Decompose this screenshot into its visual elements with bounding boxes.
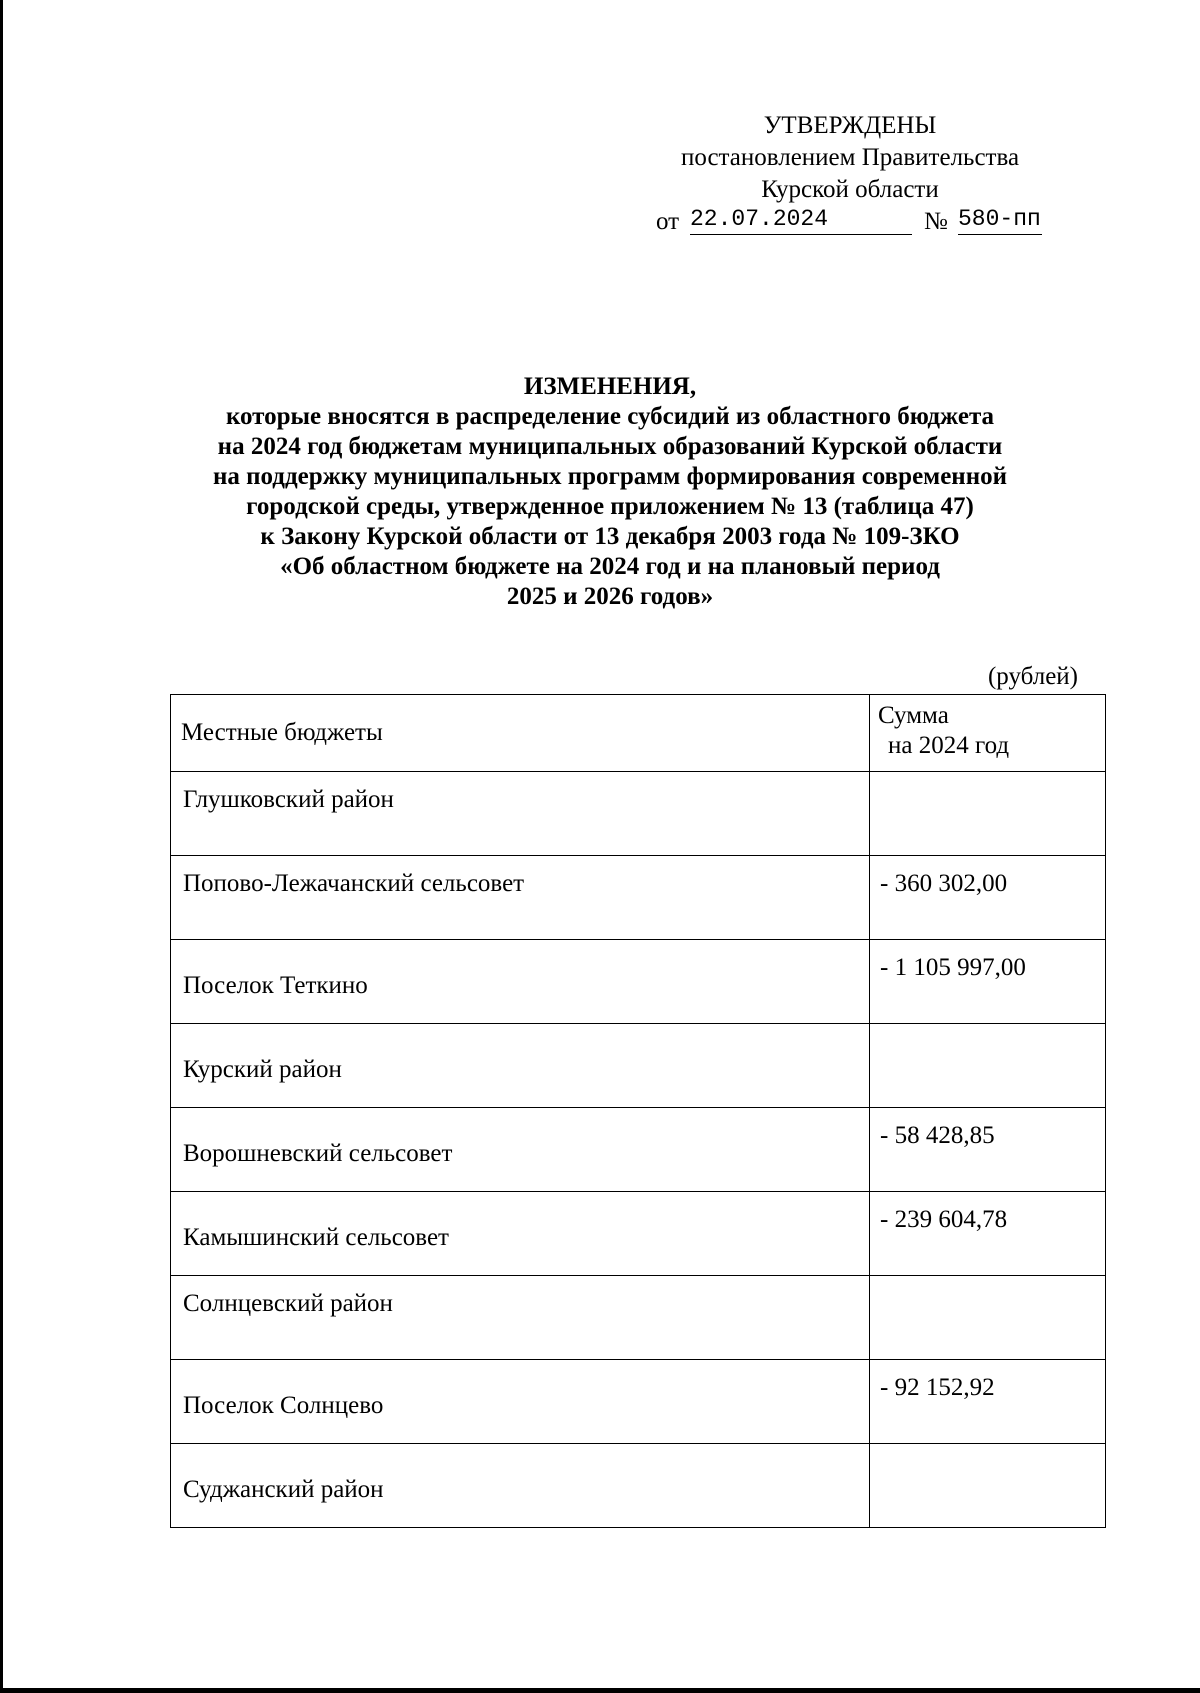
approval-line-3: Курской области: [761, 176, 939, 203]
header-local-budgets: Местные бюджеты: [171, 695, 870, 772]
row-sum: - 58 428,85: [870, 1108, 1106, 1192]
table-row: [171, 1192, 1106, 1276]
row-name: Попово-Лежачанский сельсовет: [171, 856, 870, 940]
row-name: Солнцевский район: [171, 1276, 870, 1360]
table-row: [171, 1360, 1106, 1444]
page-edge-left: [0, 0, 3, 1693]
document-title: [150, 372, 1070, 612]
title-line: на 2024 год бюджетам муниципальных образований Курской области: [217, 433, 1003, 460]
row-name: Камышинский сельсовет: [171, 1192, 870, 1276]
approval-number: 580-пп: [958, 204, 1042, 235]
table-row: [171, 1444, 1106, 1528]
title-line: которые вносятся в распределение субсидий из областного бюджета: [225, 403, 995, 430]
approval-line-1: УТВЕРЖДЕНЫ: [763, 112, 937, 139]
budget-table: [170, 694, 1106, 1528]
row-sum: [870, 1444, 1106, 1528]
table-row: [171, 1276, 1106, 1360]
row-name: Глушковский район: [171, 772, 870, 856]
approval-date: 22.07.2024: [690, 204, 912, 235]
row-sum: - 1 105 997,00: [870, 940, 1106, 1024]
header-sum: [870, 695, 1106, 772]
units-label: (рублей): [987, 663, 1078, 690]
row-name: Курский район: [171, 1024, 870, 1108]
page-edge-bottom: [0, 1688, 1200, 1693]
table-header-row: [171, 695, 1106, 772]
approval-stamp: [640, 110, 1060, 240]
table-row: [171, 940, 1106, 1024]
row-sum: [870, 1024, 1106, 1108]
title-line: на поддержку муниципальных программ формирования современной: [212, 463, 1008, 490]
row-name: Поселок Солнцево: [171, 1360, 870, 1444]
table-row: [171, 856, 1106, 940]
number-prefix: №: [924, 208, 948, 235]
title-line: городской среды, утвержденное приложением № 13 (таблица 47): [246, 493, 974, 520]
row-sum: [870, 1276, 1106, 1360]
title-line: «Об областном бюджете на 2024 год и на плановый период: [280, 553, 940, 580]
table-row: [171, 772, 1106, 856]
table-row: [171, 1024, 1106, 1108]
title-line: к Закону Курской области от 13 декабря 2003 года № 109-ЗКО: [260, 523, 960, 550]
title-line: 2025 и 2026 годов»: [506, 583, 714, 610]
row-name: Поселок Теткино: [171, 940, 870, 1024]
row-sum: - 239 604,78: [870, 1192, 1106, 1276]
approval-date-line: [640, 206, 1060, 240]
approval-line-2: постановлением Правительства: [680, 144, 1020, 171]
table-row: [171, 1108, 1106, 1192]
row-name: Суджанский район: [171, 1444, 870, 1528]
header-sum-line-2: на 2024 год: [888, 732, 1010, 759]
row-sum: - 92 152,92: [870, 1360, 1106, 1444]
row-name: Ворошневский сельсовет: [171, 1108, 870, 1192]
date-prefix: от: [656, 208, 680, 235]
row-sum: [870, 772, 1106, 856]
title-heading: ИЗМЕНЕНИЯ,: [523, 373, 697, 400]
row-sum: - 360 302,00: [870, 856, 1106, 940]
header-sum-line-1: Сумма: [878, 702, 949, 729]
